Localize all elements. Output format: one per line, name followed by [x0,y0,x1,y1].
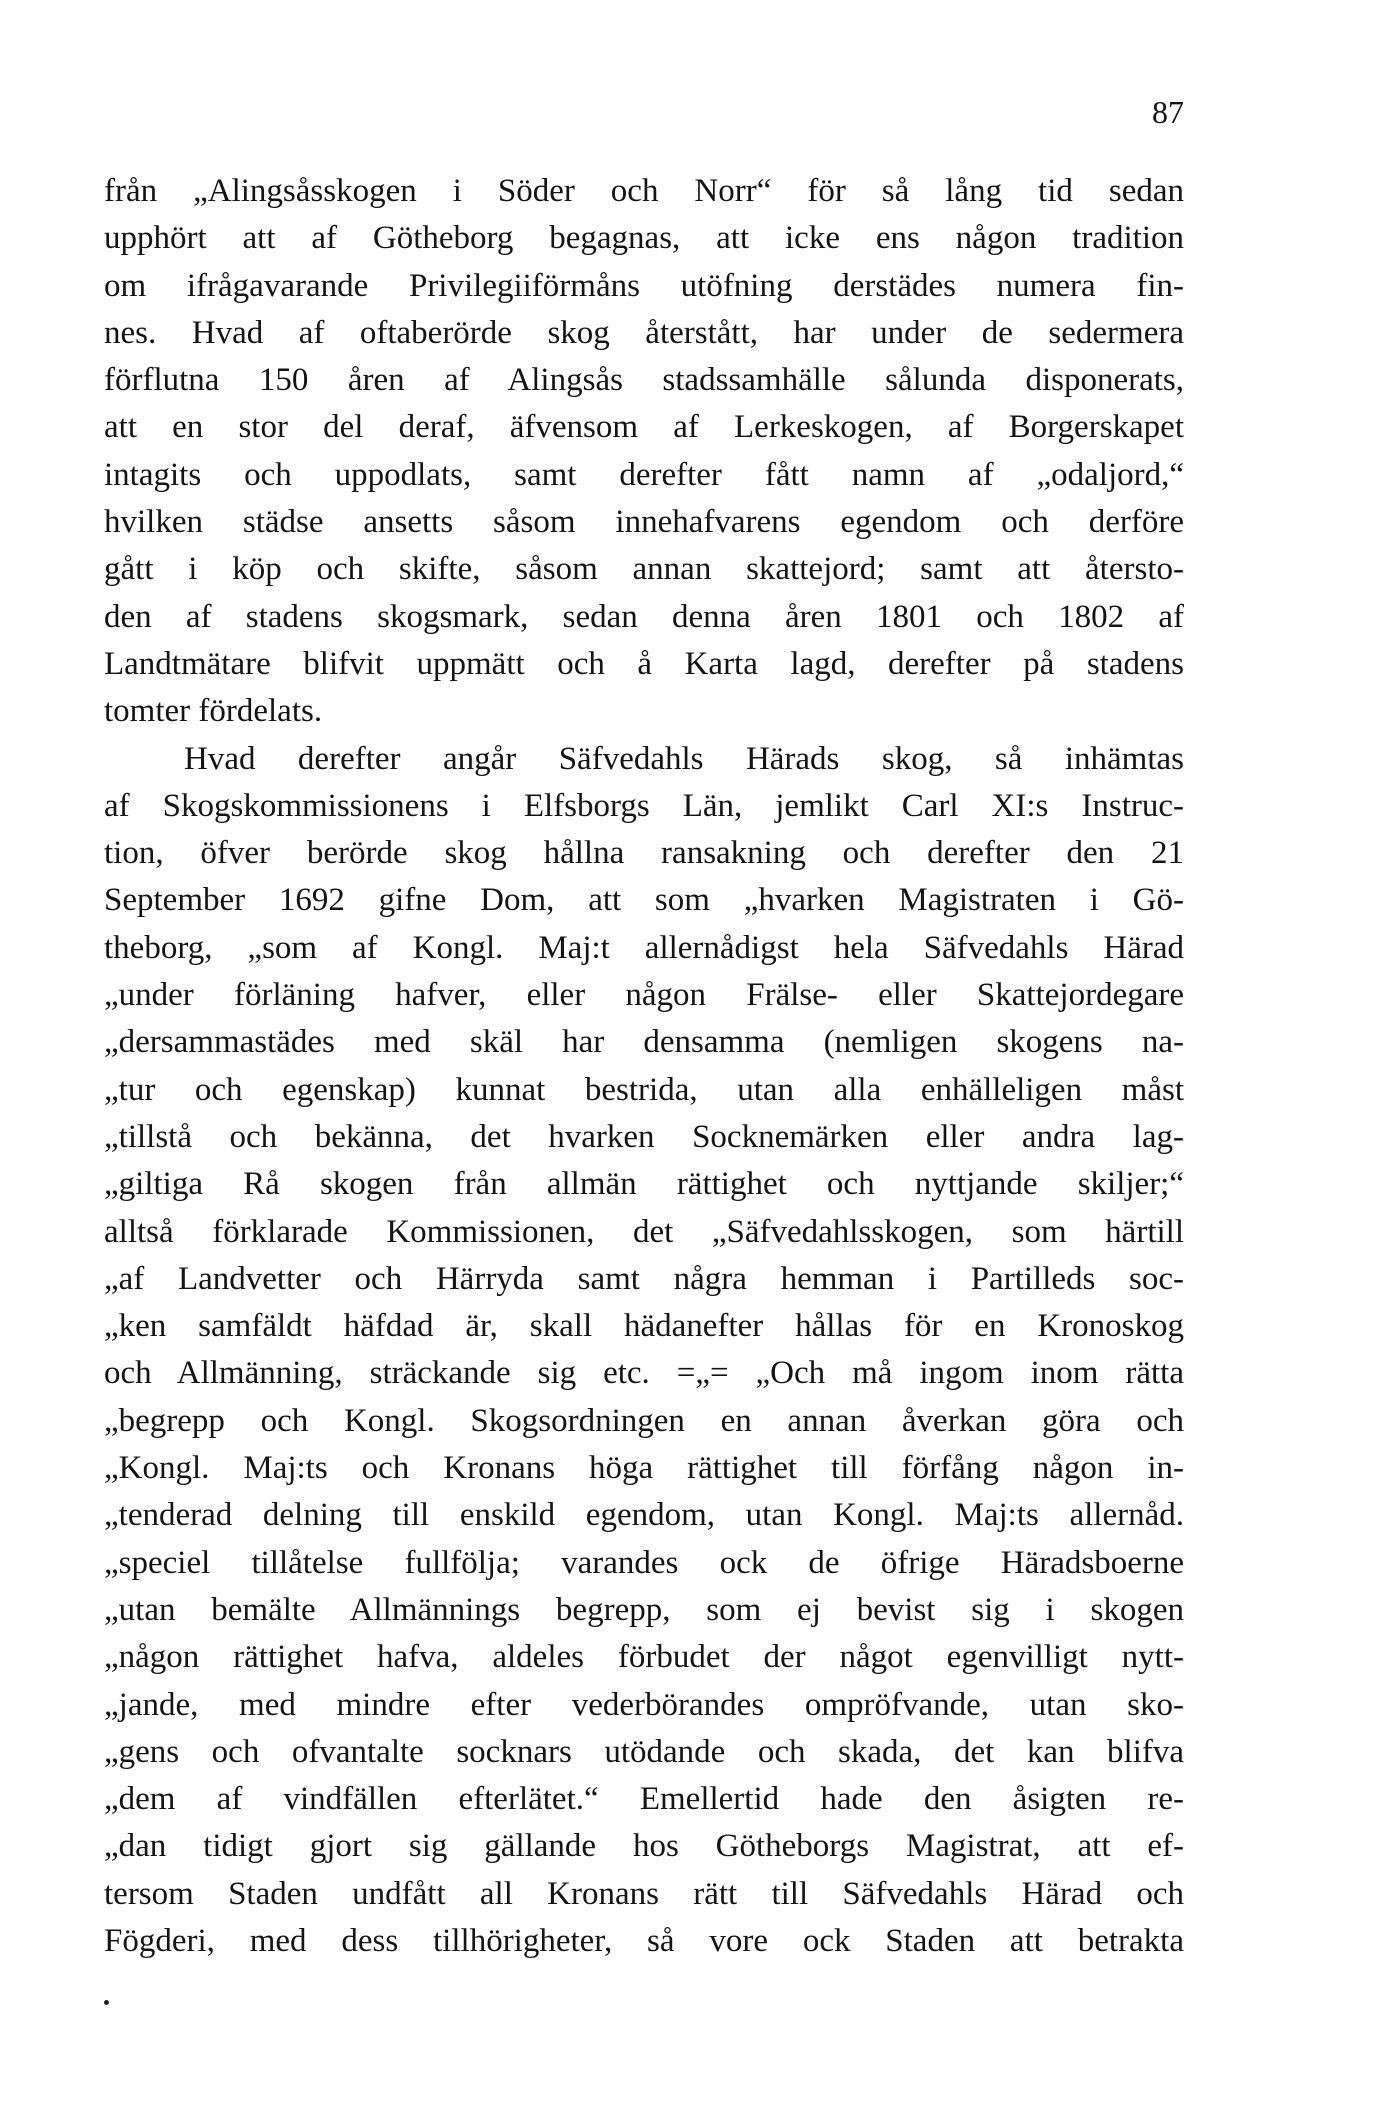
text-line: tersom Staden undfått all Kronans rätt till Säfvedahls Härad och [104,1875,1184,1912]
text-line: tomter fördelats. [104,693,323,730]
text-line: „gens och ofvantalte socknars utödande och skada, det kan blifva [104,1733,1184,1770]
text-line: nes. Hvad af oftaberörde skog återstått, har under de sedermera [104,314,1184,351]
text-line: den af stadens skogsmark, sedan denna åren 1801 och 1802 af [104,598,1184,635]
text-line: Landtmätare blifvit uppmätt och å Karta lagd, derefter på stadens [104,645,1184,682]
page-number: 87 [1152,94,1184,130]
text-line: Fögderi, med dess tillhörigheter, så vore ock Staden att betrakta [104,1922,1184,1959]
text-line: „giltiga Rå skogen från allmän rättighet och nyttjande skiljer;“ [104,1166,1184,1203]
text-line: „någon rättighet hafva, aldeles förbudet der något egenvilligt nytt- [104,1639,1184,1676]
body-text [104,168,1184,1965]
text-line: att en stor del deraf, äfvensom af Lerkeskogen, af Borgerskapet [104,409,1184,446]
text-line: och Allmänning, sträckande sig etc. =„= „Och må ingom inom rätta [104,1355,1184,1392]
text-line: gått i köp och skifte, såsom annan skattejord; samt att återsto- [104,551,1184,588]
text-line: Hvad derefter angår Säfvedahls Härads skog, så inhämtas [184,740,1184,777]
text-line: „under förläning hafver, eller någon Frälse- eller Skattejordegare [104,977,1184,1014]
text-line: alltså förklarade Kommissionen, det „Säfvedahlsskogen, som härtill [104,1213,1184,1250]
text-line: „utan bemälte Allmännings begrepp, som ej bevist sig i skogen [104,1591,1184,1628]
text-line: upphört att af Götheborg begagnas, att icke ens någon tradition [104,220,1184,257]
text-line: från „Alingsåsskogen i Söder och Norr“ för så lång tid sedan [104,173,1184,209]
text-line: „begrepp och Kongl. Skogsordningen en annan åverkan göra och [104,1402,1184,1439]
text-line: „dan tidigt gjort sig gällande hos Götheborgs Magistrat, att ef- [104,1828,1184,1865]
text-line: „tillstå och bekänna, det hvarken Socknemärken eller andra lag- [104,1118,1184,1155]
text-line: „jande, med mindre efter vederbörandes ompröfvande, utan sko- [104,1686,1184,1723]
text-line: tion, öfver berörde skog hållna ransakning och derefter den 21 [104,835,1184,872]
text-line: „tenderad delning till enskild egendom, utan Kongl. Maj:ts allernåd. [104,1497,1184,1534]
text-line: „tur och egenskap) kunnat bestrida, utan alla enhälleligen måst [104,1071,1184,1108]
text-line: September 1692 gifne Dom, att som „hvarken Magistraten i Gö- [104,882,1184,919]
text-line: om ifrågavarande Privilegiiförmåns utöfning derstädes numera fin- [104,267,1184,304]
text-line: förflutna 150 åren af Alingsås stadssamhälle sålunda disponerats, [104,362,1184,399]
text-line: „Kongl. Maj:ts och Kronans höga rättighet till förfång någon in- [104,1450,1184,1487]
text-line: theborg, „som af Kongl. Maj:t allernådigst hela Säfvedahls Härad [104,929,1184,966]
text-line: „speciel tillåtelse fullfölja; varandes ock de öfrige Häradsboerne [104,1544,1184,1581]
text-line: af Skogskommissionens i Elfsborgs Län, jemlikt Carl XI:s Instruc- [104,787,1184,824]
text-line: „dersammastädes med skäl har densamma (nemligen skogens na- [104,1024,1184,1061]
text-line: „af Landvetter och Härryda samt några hemman i Partilleds soc- [104,1260,1184,1297]
text-line: intagits och uppodlats, samt derefter fått namn af „odaljord,“ [104,456,1184,493]
text-line: „ken samfäldt häfdad är, skall hädanefter hållas för en Kronoskog [104,1308,1184,1345]
text-line: hvilken städse ansetts såsom innehafvarens egendom och derföre [104,504,1184,541]
text-line: „dem af vindfällen efterlätet.“ Emellertid hade den åsigten re- [104,1781,1184,1818]
ink-speck [104,2000,109,2005]
